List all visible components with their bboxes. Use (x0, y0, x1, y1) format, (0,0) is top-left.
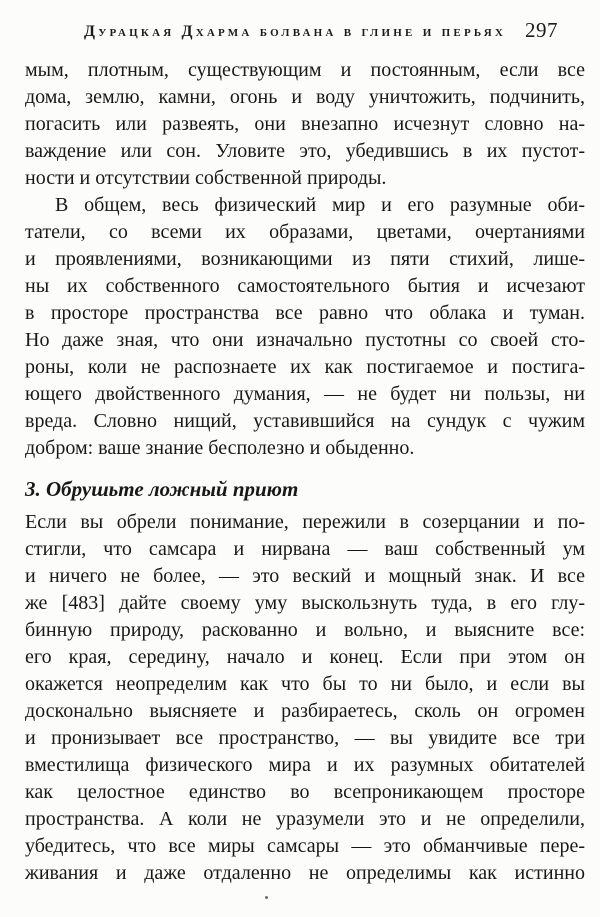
page-number: 297 (525, 18, 558, 42)
text-line: в просторе пространства все равно что облака и туман. (25, 302, 585, 324)
text-line: добром: ваше знание бесполезно и обыденно. (25, 437, 415, 459)
text-line: как целостное единство во всепроникающем просторе (25, 781, 585, 803)
text-line: же [483] дайте своему уму выскользнуть туда, в его глу- (25, 592, 585, 614)
paragraph-continuation (25, 57, 585, 192)
text-line: ны их собственного самостоятельного бытия и исчезают (25, 275, 585, 297)
text-line: и ничего не более, — это веский и мощный знак. И все (25, 565, 585, 587)
text-line: Если вы обрели понимание, пережили в созерцании и по- (25, 511, 585, 533)
text-line: вместилища физического мира и их разумных обитателей (25, 754, 585, 776)
text-line: дома, землю, камни, огонь и воду уничтожить, подчинить, (25, 86, 585, 108)
text-line: убедитесь, что все миры самсары — это обманчивые пере- (25, 835, 585, 857)
text-line: окажется неопределим как что бы то ни было, и если вы (25, 673, 585, 695)
section-heading-text: 3. Обрушьте ложный приют (25, 477, 299, 501)
text-line: живания и даже отдаленно не определимы как истинно (25, 862, 585, 884)
text-line: погасить или развеять, они внезапно исчезнут словно на- (25, 113, 585, 135)
text-line: мым, плотным, существующим и постоянным, если все (25, 59, 585, 81)
page-header (0, 16, 600, 46)
text-line: пространства. А коли не уразумели это и не определили, (25, 808, 585, 830)
section-heading (25, 476, 585, 503)
text-line: ющего двойственного думания, — не будет ни пользы, ни (25, 383, 585, 405)
running-title: Дурацкая Дхарма болвана в глине и перьях (84, 23, 507, 40)
text-line: и проявлениями, возникающими из пяти стихий, лише- (25, 248, 585, 270)
text-line: В общем, весь физический мир и его разумные оби- (55, 194, 585, 216)
text-line: ности и отсутствии собственной природы. (25, 167, 387, 189)
text-line: Но даже зная, что они изначально пустотны со своей сто- (25, 329, 585, 351)
paragraph (25, 192, 585, 462)
ink-speck (265, 896, 268, 899)
text-line: роны, коли не распознаете их как постигаемое и постига- (25, 356, 585, 378)
text-line: стигли, что самсара и нирвана — ваш собственный ум (25, 538, 585, 560)
text-line: досконально выясняете и разбираетесь, сколь он огромен (25, 700, 585, 722)
paragraph (25, 509, 585, 887)
text-line: бинную природу, раскованно и вольно, и выясните все: (25, 619, 585, 641)
text-line: важдение или сон. Уловите это, убедившись в их пустот- (25, 140, 585, 162)
text-line: вреда. Словно нищий, уставившийся на сундук с чужим (25, 410, 585, 432)
page-text-block (25, 57, 585, 887)
text-line: его края, середину, начало и конец. Если при этом он (25, 646, 585, 668)
text-line: и пронизывает все пространство, — вы увидите все три (25, 727, 585, 749)
text-line: татели, со всеми их образами, цветами, очертаниями (25, 221, 585, 243)
